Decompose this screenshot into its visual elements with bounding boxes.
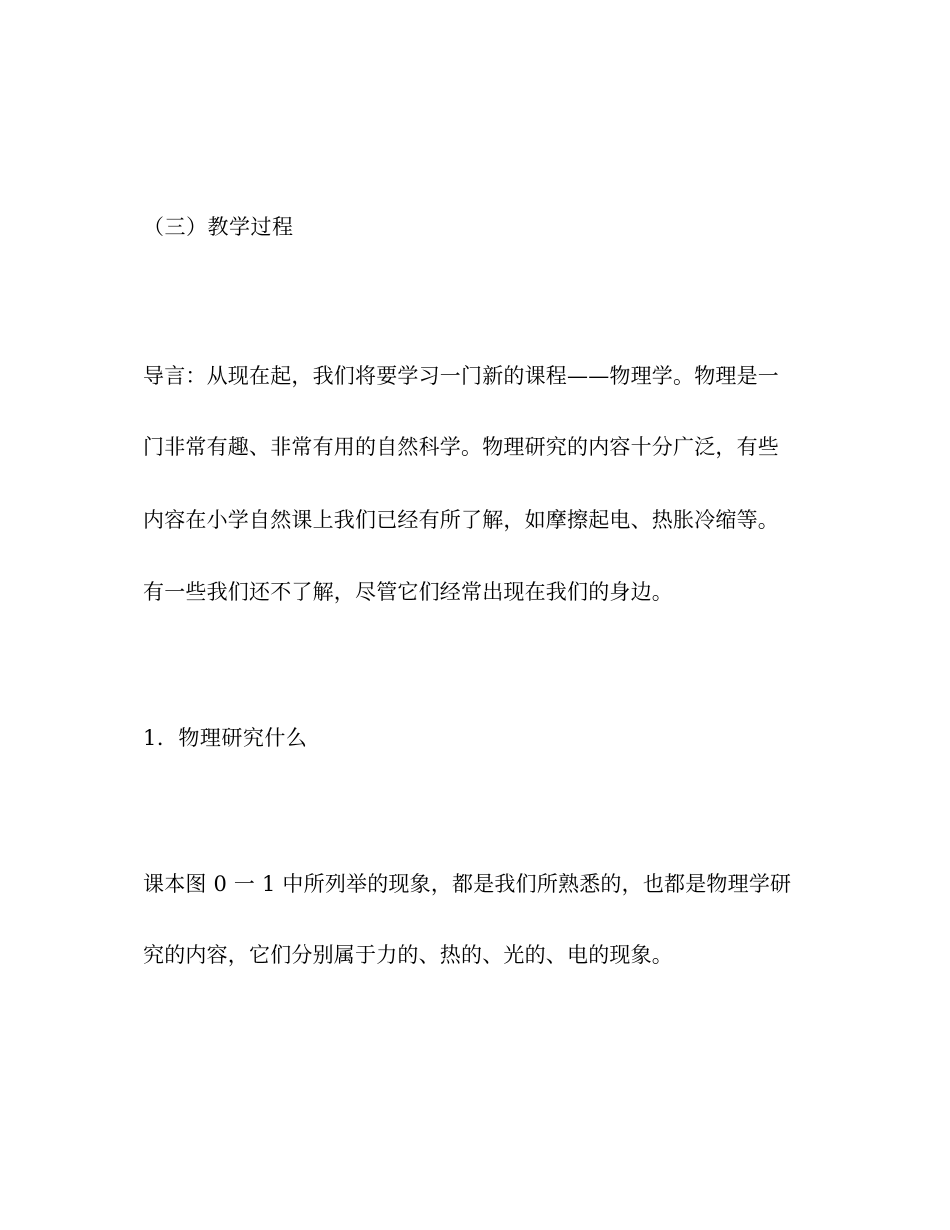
intro-paragraph-line-4: 有一些我们还不了解，尽管它们经常出现在我们的身边。 bbox=[143, 580, 673, 604]
subheading-what-physics-studies: 1．物理研究什么 bbox=[143, 726, 308, 750]
body-paragraph-line-2: 究的内容，它们分别属于力的、热的、光的、电的现象。 bbox=[143, 943, 673, 967]
body-paragraph-line-1: 课本图 0 一 1 中所列举的现象，都是我们所熟悉的，也都是物理学研 bbox=[143, 872, 792, 896]
section-heading: （三）教学过程 bbox=[143, 215, 294, 239]
intro-paragraph-line-3: 内容在小学自然课上我们已经有所了解，如摩擦起电、热胀冷缩等。 bbox=[143, 508, 779, 532]
intro-paragraph-line-1: 导言：从现在起，我们将要学习一门新的课程——物理学。物理是一 bbox=[143, 364, 779, 388]
intro-paragraph-line-2: 门非常有趣、非常有用的自然科学。物理研究的内容十分广泛，有些 bbox=[143, 435, 779, 459]
